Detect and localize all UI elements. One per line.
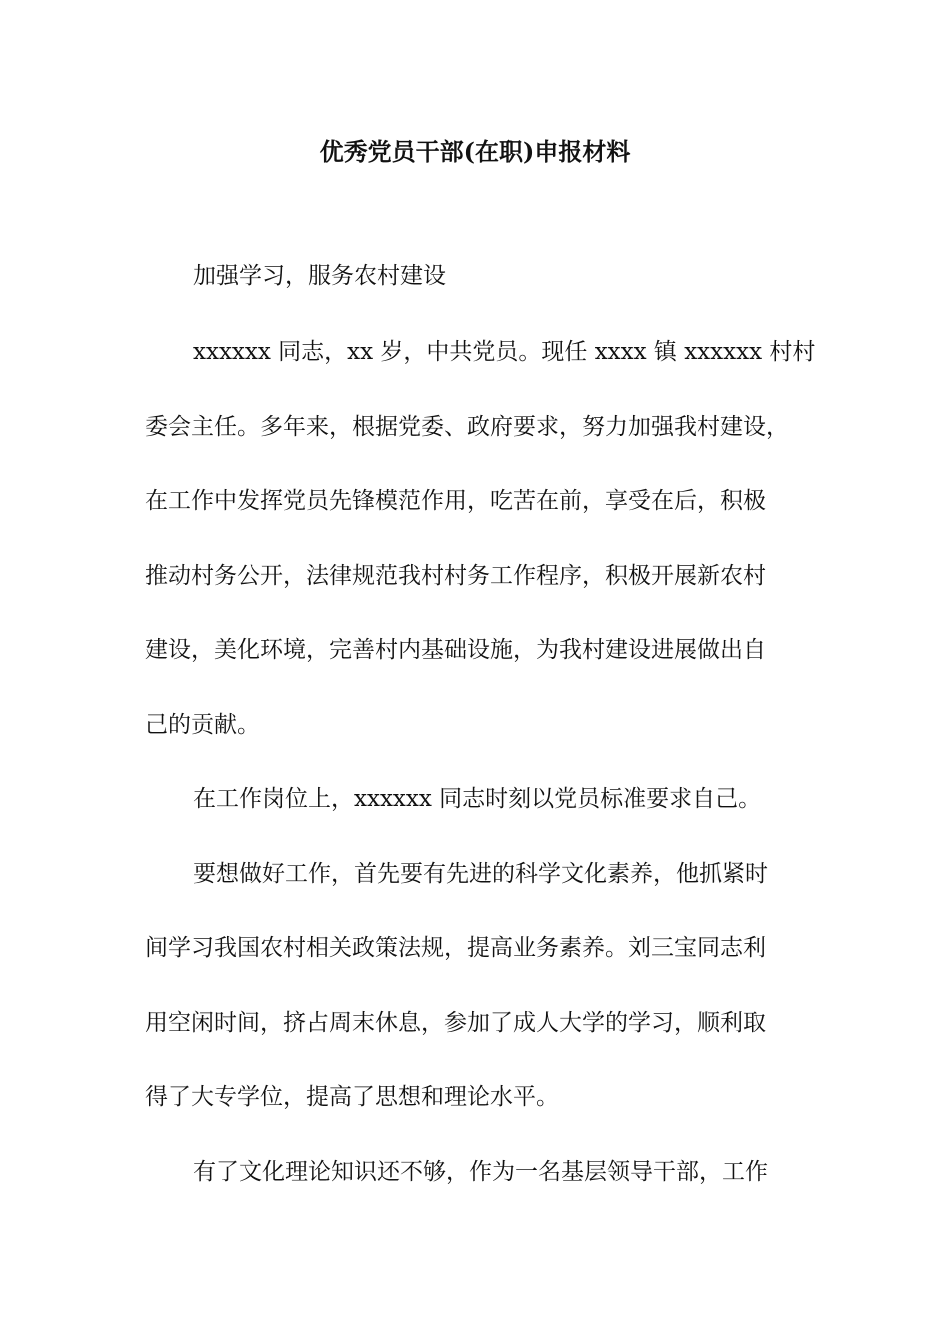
paragraph-line: 有了文化理论知识还不够，作为一名基层领导干部，工作	[193, 1159, 768, 1185]
paragraph-line: 在工作岗位上，xxxxxx 同志时刻以党员标准要求自己。	[193, 786, 762, 812]
paragraph-line: 己的贡献。	[145, 712, 260, 738]
paragraph-line: 要想做好工作，首先要有先进的科学文化素养，他抓紧时	[193, 861, 768, 887]
paragraph-line: 得了大专学位，提高了思想和理论水平。	[145, 1084, 559, 1110]
paragraph-line: xxxxxx 同志，xx 岁，中共党员。现任 xxxx 镇 xxxxxx 村村	[193, 339, 816, 365]
paragraph-line: 委会主任。多年来，根据党委、政府要求，努力加强我村建设，	[145, 414, 789, 440]
paragraph-line: 建设，美化环境，完善村内基础设施，为我村建设进展做出自	[145, 637, 766, 663]
document-title: 优秀党员干部(在职)申报材料	[319, 137, 631, 166]
paragraph-line: 用空闲时间，挤占周末休息，参加了成人大学的学习，顺利取	[145, 1010, 766, 1036]
paragraph-line: 间学习我国农村相关政策法规，提高业务素养。刘三宝同志利	[145, 935, 766, 961]
section-heading: 加强学习，服务农村建设	[193, 263, 446, 289]
paragraph-line: 推动村务公开，法律规范我村村务工作程序，积极开展新农村	[145, 563, 766, 589]
paragraph-line: 在工作中发挥党员先锋模范作用，吃苦在前，享受在后，积极	[145, 488, 766, 514]
